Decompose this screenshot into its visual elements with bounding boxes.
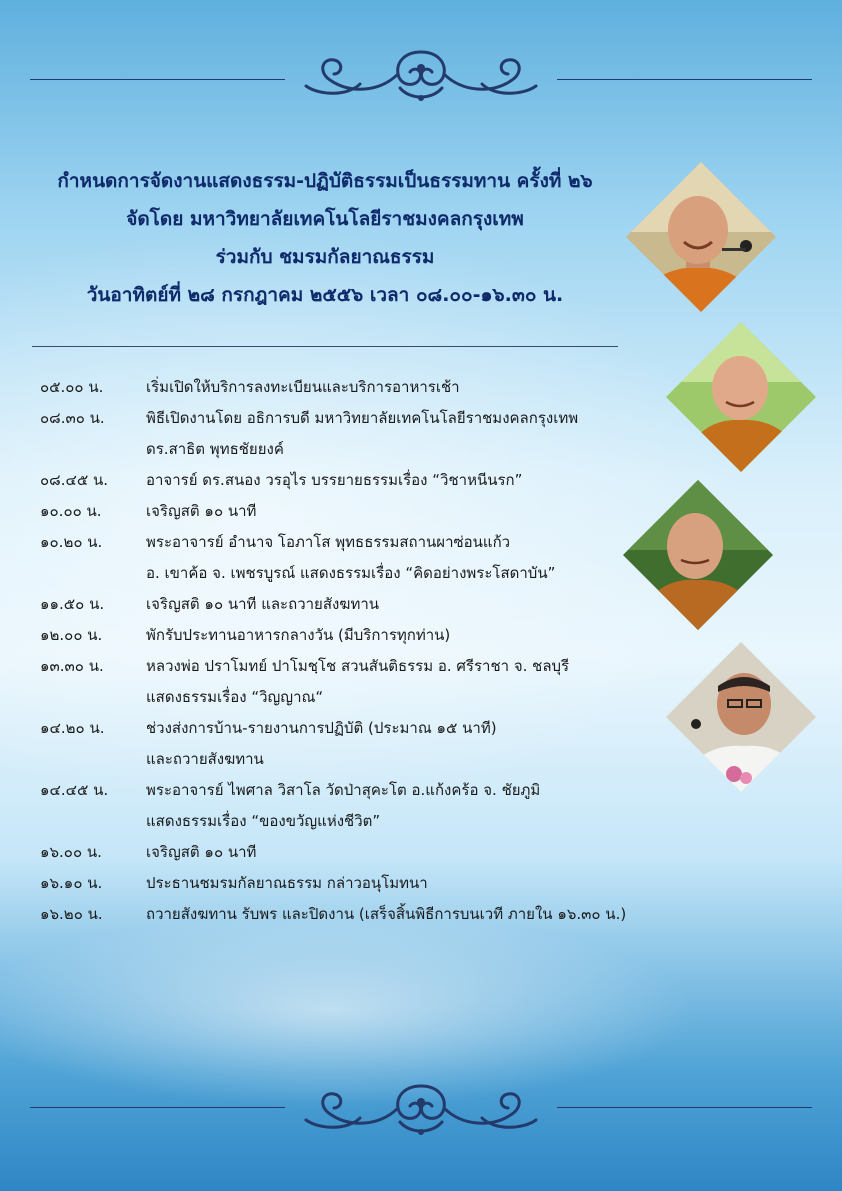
schedule-text: พระอาจารย์ อำนาจ โอภาโส พุทธธรรมสถานผาซ่อนแก้ว xyxy=(146,533,511,551)
top-ornament-icon xyxy=(300,44,542,106)
schedule-item xyxy=(40,589,720,620)
schedule-text: ถวายสังฆทาน รับพร และปิดงาน (เสร็จสิ้นพิธีการบนเวที ภายใน ๑๖.๓๐ น.) xyxy=(146,905,627,923)
schedule-text: ช่วงส่งการบ้าน-รายงานการปฏิบัติ (ประมาณ ๑๕ นาที) xyxy=(146,719,497,737)
schedule-text: อาจารย์ ดร.สนอง วรอุไร บรรยายธรรมเรื่อง “วิชาหนีนรก” xyxy=(146,471,523,489)
schedule-item xyxy=(40,465,720,496)
schedule-time: ๑๒.๐๐ น. xyxy=(40,626,103,644)
speaker-photo-4 xyxy=(666,642,816,792)
schedule-item xyxy=(40,403,720,465)
schedule-text: ประธานชมรมกัลยาณธรรม กล่าวอนุโมทนา xyxy=(146,874,428,892)
schedule-time: ๑๐.๐๐ น. xyxy=(40,502,102,520)
schedule-item xyxy=(40,372,720,403)
schedule-text: แสดงธรรมเรื่อง “ของขวัญแห่งชีวิต” xyxy=(146,812,381,830)
schedule-text: อ. เขาค้อ จ. เพชรบูรณ์ แสดงธรรมเรื่อง “คิดอย่างพระโสดาบัน” xyxy=(146,564,556,582)
speaker-photo-2 xyxy=(666,322,816,472)
schedule-text: พักรับประทานอาหารกลางวัน (มีบริการทุกท่าน) xyxy=(146,626,451,644)
schedule-text: เริ่มเปิดให้บริการลงทะเบียนและบริการอาหารเช้า xyxy=(146,378,460,396)
schedule-text: และถวายสังฆทาน xyxy=(146,750,264,768)
top-left-rule xyxy=(30,79,285,80)
schedule-text: เจริญสติ ๑๐ นาที xyxy=(146,502,257,520)
organizer-line: จัดโดย มหาวิทยาลัยเทคโนโลยีราชมงคลกรุงเทพ xyxy=(126,208,524,230)
bottom-ornament-icon xyxy=(300,1078,542,1140)
schedule-list xyxy=(40,372,720,930)
schedule-item xyxy=(40,527,720,589)
schedule-time: ๑๑.๕๐ น. xyxy=(40,595,105,613)
schedule-item xyxy=(40,620,720,651)
schedule-time: ๑๖.๑๐ น. xyxy=(40,874,103,892)
schedule-time: ๑๖.๒๐ น. xyxy=(40,905,103,923)
schedule-time: ๐๕.๐๐ น. xyxy=(40,378,104,396)
title-divider xyxy=(32,346,618,347)
top-right-rule xyxy=(557,79,812,80)
schedule-text: พระอาจารย์ ไพศาล วิสาโล วัดป่าสุคะโต อ.แก้งคร้อ จ. ชัยภูมิ xyxy=(146,781,541,799)
schedule-text: พิธีเปิดงานโดย อธิการบดี มหาวิทยาลัยเทคโนโลยีราชมงคลกรุงเทพ xyxy=(146,409,579,427)
schedule-item xyxy=(40,713,720,775)
schedule-text: เจริญสติ ๑๐ นาที xyxy=(146,843,257,861)
schedule-text: ดร.สาธิต พุทธชัยยงค์ xyxy=(146,440,284,458)
schedule-item xyxy=(40,651,720,713)
schedule-item xyxy=(40,899,720,930)
co-organizer-line: ร่วมกับ ชมรมกัลยาณธรรม xyxy=(215,246,435,268)
schedule-text: เจริญสติ ๑๐ นาที และถวายสังฆทาน xyxy=(146,595,380,613)
bottom-right-rule xyxy=(557,1107,812,1108)
schedule-item xyxy=(40,496,720,527)
schedule-time: ๑๓.๓๐ น. xyxy=(40,657,104,675)
schedule-time: ๑๖.๐๐ น. xyxy=(40,843,102,861)
speaker-photo-3 xyxy=(623,480,773,630)
schedule-item xyxy=(40,868,720,899)
schedule-time: ๐๘.๔๕ น. xyxy=(40,471,108,489)
bottom-left-rule xyxy=(30,1107,285,1108)
schedule-text: หลวงพ่อ ปราโมทย์ ปาโมชฺโช สวนสันติธรรม อ. ศรีราชา จ. ชลบุรี xyxy=(146,657,570,675)
schedule-time: ๐๘.๓๐ น. xyxy=(40,409,105,427)
schedule-item xyxy=(40,775,720,837)
speaker-photo-1 xyxy=(626,162,776,312)
schedule-time: ๑๔.๒๐ น. xyxy=(40,719,105,737)
event-date-line: วันอาทิตย์ที่ ๒๘ กรกฎาคม ๒๕๕๖ เวลา ๐๘.๐๐-๑๖.๓๐ น. xyxy=(86,284,564,306)
event-title: กำหนดการจัดงานแสดงธรรม-ปฏิบัติธรรมเป็นธรรมทาน ครั้งที่ ๒๖ xyxy=(57,170,593,192)
event-title-block xyxy=(20,162,630,314)
schedule-time: ๑๔.๔๕ น. xyxy=(40,781,109,799)
schedule-item xyxy=(40,837,720,868)
schedule-time: ๑๐.๒๐ น. xyxy=(40,533,103,551)
schedule-text: แสดงธรรมเรื่อง “วิญญาณ“ xyxy=(146,688,324,706)
